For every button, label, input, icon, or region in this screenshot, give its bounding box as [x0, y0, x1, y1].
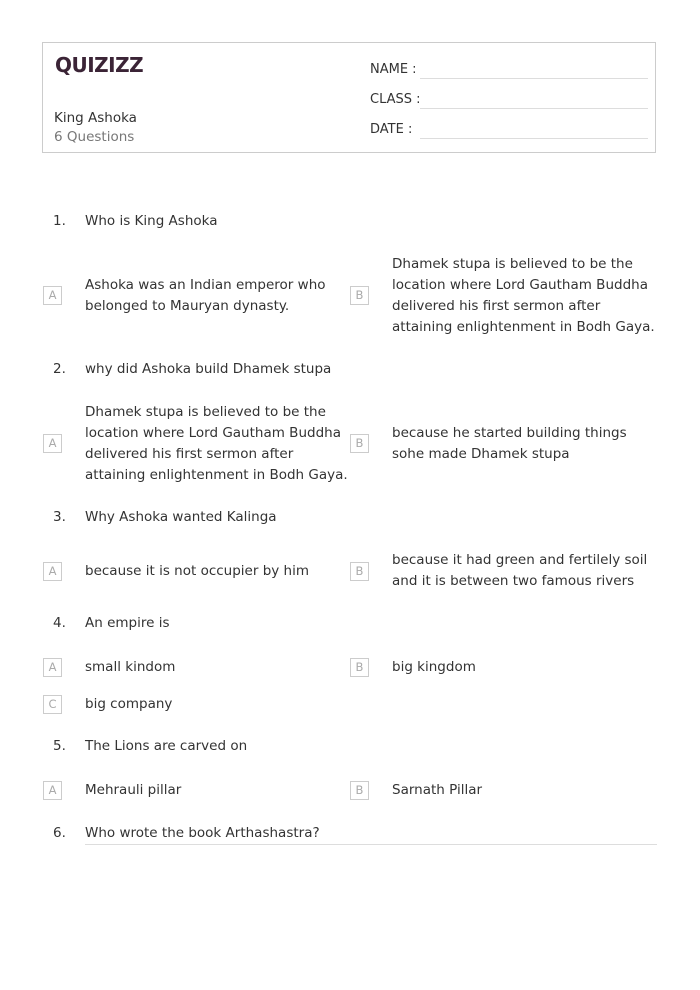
- option-a-text: because it is not occupier by him: [85, 563, 310, 579]
- option-b-box[interactable]: B: [350, 434, 369, 453]
- question-number: 5.: [53, 738, 66, 754]
- option-b-text: because he started building things sohe made Dhamek stupa: [392, 425, 627, 462]
- question-text: An empire is: [85, 615, 170, 631]
- question-text: Why Ashoka wanted Kalinga: [85, 509, 277, 525]
- option-c-box[interactable]: C: [43, 695, 62, 714]
- date-label: DATE :: [370, 122, 413, 137]
- option-b-box[interactable]: B: [350, 781, 369, 800]
- class-field[interactable]: [370, 89, 648, 109]
- option-b-text: Dhamek stupa is believed to be the location where Lord Gautham Buddha delivered his first sermon after attaining enlightenment in Bodh Gaya.: [392, 256, 655, 335]
- option-a-box[interactable]: A: [43, 562, 62, 581]
- name-field[interactable]: [370, 59, 648, 79]
- option-a-text: Mehrauli pillar: [85, 782, 182, 798]
- date-line[interactable]: [420, 138, 648, 139]
- answer-line[interactable]: [85, 844, 657, 845]
- option-a-text: Dhamek stupa is believed to be the location where Lord Gautham Buddha delivered his first sermon after attaining enlightenment in Bodh Gaya.: [85, 404, 348, 483]
- option-a-box[interactable]: A: [43, 434, 62, 453]
- option-a-box[interactable]: A: [43, 286, 62, 305]
- question-text: Who is King Ashoka: [85, 213, 218, 229]
- option-b-text: big kingdom: [392, 659, 476, 675]
- option-a-text: small kindom: [85, 659, 176, 675]
- worksheet-header: [42, 42, 656, 153]
- name-line[interactable]: [420, 78, 648, 79]
- question-text: why did Ashoka build Dhamek stupa: [85, 361, 332, 377]
- question-count: 6 Questions: [54, 129, 135, 145]
- option-a-box[interactable]: A: [43, 781, 62, 800]
- question-number: 4.: [53, 615, 66, 631]
- question-number: 6.: [53, 825, 66, 841]
- question-number: 2.: [53, 361, 66, 377]
- question-text: The Lions are carved on: [85, 738, 248, 754]
- question-number: 1.: [53, 213, 66, 229]
- date-field[interactable]: [370, 119, 648, 139]
- option-b-text: Sarnath Pillar: [392, 782, 483, 798]
- class-label: CLASS :: [370, 92, 421, 107]
- quiz-title: King Ashoka: [54, 110, 137, 126]
- option-a-text: Ashoka was an Indian emperor who belonged to Mauryan dynasty.: [85, 277, 326, 314]
- name-label: NAME :: [370, 62, 417, 77]
- option-b-box[interactable]: B: [350, 658, 369, 677]
- option-c-text: big company: [85, 696, 173, 712]
- class-line[interactable]: [420, 108, 648, 109]
- option-b-text: because it had green and fertilely soil and it is between two famous rivers: [392, 552, 648, 589]
- option-b-box[interactable]: B: [350, 562, 369, 581]
- quizizz-logo: QUIZIZZ: [55, 53, 144, 77]
- question-text: Who wrote the book Arthashastra?: [85, 825, 320, 841]
- option-a-box[interactable]: A: [43, 658, 62, 677]
- option-b-box[interactable]: B: [350, 286, 369, 305]
- question-number: 3.: [53, 509, 66, 525]
